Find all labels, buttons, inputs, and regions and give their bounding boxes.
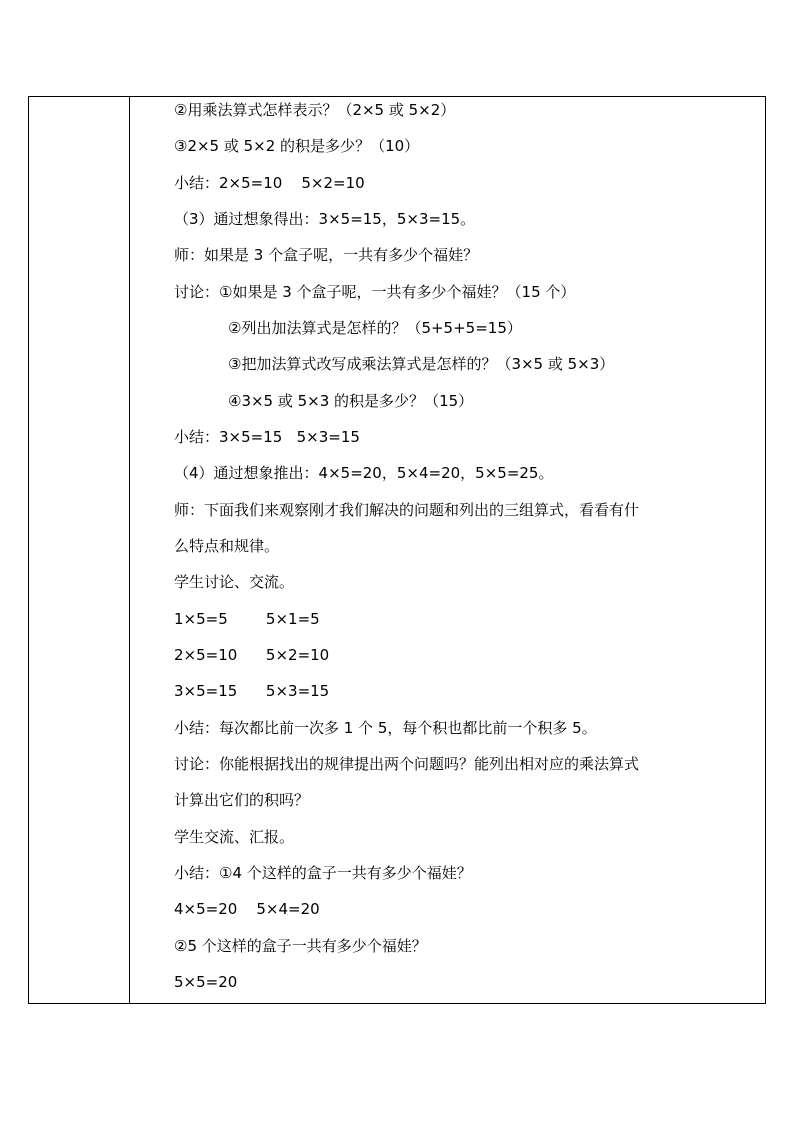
text-line: （4）通过想象推出：4×5=20，5×4=20，5×5=25。 xyxy=(174,464,554,482)
lesson-table xyxy=(28,96,766,1004)
text-line: ④3×5 或 5×3 的积是多少？（15） xyxy=(228,392,474,410)
text-line: 2×5=10 5×2=10 xyxy=(174,646,330,664)
text-line: 讨论：①如果是 3 个盒子呢，一共有多少个福娃？（15 个） xyxy=(174,283,576,301)
text-line: 师：下面我们来观察刚才我们解决的问题和列出的三组算式，看看有什 xyxy=(174,501,640,519)
text-line: 3×5=15 5×3=15 xyxy=(174,682,330,700)
text-line: ②列出加法算式是怎样的？（5+5+5=15） xyxy=(228,319,522,337)
text-line: （3）通过想象得出：3×5=15，5×3=15。 xyxy=(174,210,476,228)
text-line: 师：如果是 3 个盒子呢，一共有多少个福娃？ xyxy=(174,246,479,264)
text-line: 么特点和规律。 xyxy=(174,537,280,555)
text-line: 学生讨论、交流。 xyxy=(174,573,295,591)
text-line: ②用乘法算式怎样表示？（2×5 或 5×2） xyxy=(174,101,456,119)
left-column-cell xyxy=(29,97,130,1003)
text-line: 计算出它们的积吗？ xyxy=(174,791,310,809)
text-line: ③2×5 或 5×2 的积是多少？（10） xyxy=(174,137,420,155)
text-line: 讨论：你能根据找出的规律提出两个问题吗？能列出相对应的乘法算式 xyxy=(174,755,640,773)
text-line: ③把加法算式改写成乘法算式是怎样的？（3×5 或 5×3） xyxy=(228,355,615,373)
text-line: 小结：①4 个这样的盒子一共有多少个福娃？ xyxy=(174,864,472,882)
text-line: 4×5=20 5×4=20 xyxy=(174,900,320,918)
text-line: 学生交流、汇报。 xyxy=(174,828,295,846)
text-line: 小结：2×5=10 5×2=10 xyxy=(174,174,365,192)
text-line: 1×5=5 5×1=5 xyxy=(174,610,320,628)
text-line: 小结：每次都比前一次多 1 个 5，每个积也都比前一个积多 5。 xyxy=(174,719,597,737)
text-line: ②5 个这样的盒子一共有多少个福娃？ xyxy=(174,937,427,955)
text-line: 5×5=20 xyxy=(174,973,238,991)
text-line: 小结：3×5=15 5×3=15 xyxy=(174,428,360,446)
content-cell xyxy=(130,97,765,1003)
